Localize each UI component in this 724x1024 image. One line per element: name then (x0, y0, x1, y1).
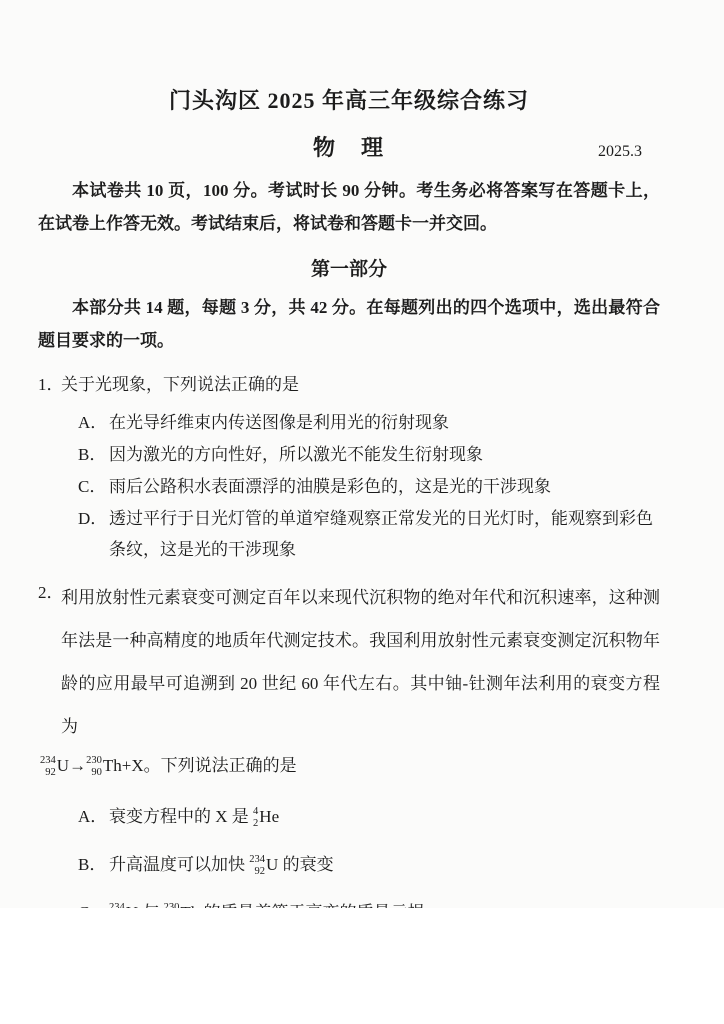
option-label: D． (78, 509, 108, 528)
question-number: 1． (38, 375, 64, 394)
page-title: 门头沟区 2025 年高三年级综合练习 (168, 88, 529, 113)
option-item (78, 849, 660, 880)
option-text: 因为激光的方向性好，所以激光不能发生衍射现象 (109, 445, 483, 464)
option-text: 升高温度可以加快 234 92 U 的衰变 (109, 849, 660, 880)
option-item (78, 503, 660, 565)
option-text: 雨后公路积水表面漂浮的油膜是彩色的，这是光的干涉现象 (109, 477, 551, 496)
option-label: A． (78, 807, 108, 826)
question-stem: 利用放射性元素衰变可测定百年以来现代沉积物的绝对年代和沉积速率，这种测年法是一种高精度的地质年代测定技术。我国利用放射性元素衰变测定沉积物年龄的应用最早可追溯到 20 世纪 60 年代左右。其中铀-钍测年法利用的衰变方程为 (61, 588, 660, 736)
exam-date: 2025.3 (598, 143, 642, 160)
exam-notice: 本试卷共 10 页，100 分。考试时长 90 分钟。考生务必将答案写在答题卡上，在试卷上作答无效。考试结束后，将试卷和答题卡一并交回。 (38, 181, 660, 233)
subject-title: 物 理 (312, 135, 385, 160)
option-label: B． (78, 445, 107, 464)
question-list (38, 368, 660, 976)
question-number: 2． (38, 583, 64, 602)
question-equation: 234 92 U→ 230 90 Th+X。下列说法正确的是 (40, 748, 660, 784)
option-label: A． (78, 413, 108, 432)
nuclide-notation: 230 90 Th (86, 754, 122, 778)
option-item (78, 471, 660, 502)
option-label: C． (78, 477, 107, 496)
section-instructions: 本部分共 14 题，每题 3 分，共 42 分。在每题列出的四个选项中，选出最符合题目要求的一项。 (38, 298, 660, 350)
option-item (78, 439, 660, 470)
option-list (61, 407, 660, 565)
section-heading: 第一部分 (310, 259, 387, 280)
option-item (78, 407, 660, 438)
nuclide-notation: 234 92 U (249, 853, 279, 877)
nuclide-notation: 234 92 U (40, 754, 70, 778)
question-item (38, 368, 660, 565)
page-bottom-strip (0, 908, 724, 1024)
nuclide-notation: 4 2 He (253, 805, 280, 829)
option-text: 在光导纤维束内传送图像是利用光的衍射现象 (109, 413, 449, 432)
question-stem: 关于光现象，下列说法正确的是 (61, 375, 299, 394)
option-item (78, 801, 660, 832)
option-label: B． (78, 855, 107, 874)
option-text: 透过平行于日光灯管的单道窄缝观察正常发光的日光灯时，能观察到彩色条纹，这是光的干涉现象 (109, 509, 653, 559)
option-text: 衰变方程中的 X 是 4 2 He (109, 801, 660, 832)
subject-row (38, 131, 660, 162)
